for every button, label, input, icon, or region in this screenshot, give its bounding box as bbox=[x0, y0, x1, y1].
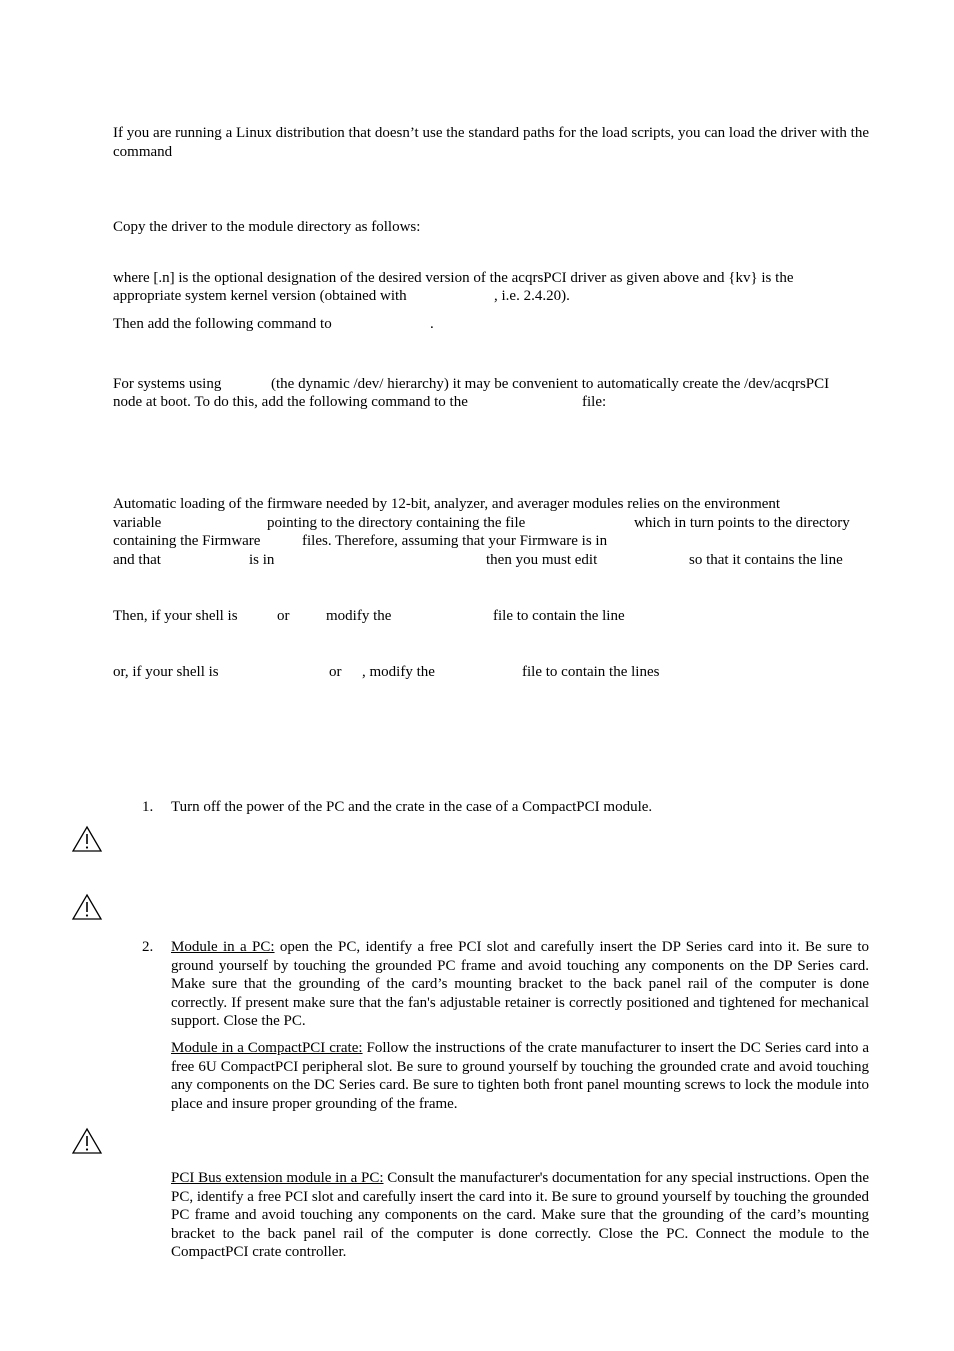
step-2b-heading: Module in a CompactPCI crate: bbox=[171, 1040, 363, 1056]
step-2-module-in-pc bbox=[171, 938, 869, 1031]
paragraph-copy-driver: Copy the driver to the module directory as follows: bbox=[113, 219, 421, 235]
paragraph-shell2-c: , modify the bbox=[362, 664, 435, 680]
paragraph-version-line2b: , i.e. 2.4.20). bbox=[494, 288, 570, 304]
paragraph-devfs-d: file: bbox=[582, 394, 607, 410]
paragraph-shell-c: modify the bbox=[326, 608, 392, 624]
paragraph-devfs-c: node at boot. To do this, add the following command to the bbox=[113, 394, 468, 410]
step-2c-heading: PCI Bus extension module in a PC: bbox=[171, 1170, 384, 1186]
paragraph-add-command: Then add the following command to bbox=[113, 316, 332, 332]
paragraph-firmware-b3: which in turn points to the directory bbox=[634, 515, 850, 531]
paragraph-version-line2a: appropriate system kernel version (obtained with bbox=[113, 288, 407, 304]
step-2-text: open the PC, identify a free PCI slot and carefully insert the DP Series card into it. Be sure to ground yourself by touching the grounded PC frame and avoid touching any components on the DP Series card. Make sure that the grounding of the card’s mounting bracket to the back panel rail of the computer is done correctly. If present make sure that the fan's adjustable retainer is correctly positioned and tightened for mechanical support. Close the PC. bbox=[171, 939, 869, 1029]
paragraph-devfs-a: For systems using bbox=[113, 376, 222, 392]
step-2c-text: Consult the manufacturer's documentation for any special instructions. Open the PC, identify a free PCI slot and carefully insert the card into it. Be sure to ground yourself by touching the grounded PC frame and avoid touching any components on the card. Make sure that the grounding of the card’s mounting bracket to the back panel rail of the computer is done correctly. Close the PC. Connect the module to the CompactPCI crate controller. bbox=[171, 1170, 870, 1260]
step-2-heading: Module in a PC: bbox=[171, 939, 275, 955]
paragraph-firmware-d3: then you must edit bbox=[486, 552, 598, 568]
paragraph-add-command-end: . bbox=[430, 316, 434, 332]
warning-icon bbox=[71, 893, 103, 921]
step-2-module-in-crate bbox=[171, 1039, 869, 1113]
paragraph-firmware-d1: and that bbox=[113, 552, 161, 568]
paragraph-load-driver: If you are running a Linux distribution that doesn’t use the standard paths for the load scripts, you can load the driver with the command bbox=[113, 125, 869, 160]
paragraph-firmware-c2: files. Therefore, assuming that your Firmware is in bbox=[302, 533, 608, 549]
paragraph-firmware-d2: is in bbox=[249, 552, 275, 568]
paragraph-version-line1: where [.n] is the optional designation of the desired version of the acqrsPCI driver as given above and {kv} is the bbox=[113, 270, 794, 286]
step-2-number: 2. bbox=[142, 939, 154, 955]
paragraph-firmware-b2: pointing to the directory containing the file bbox=[267, 515, 526, 531]
paragraph-firmware-d4: so that it contains the line bbox=[689, 552, 843, 568]
paragraph-shell-b: or bbox=[277, 608, 290, 624]
paragraph-shell2-a: or, if your shell is bbox=[113, 664, 219, 680]
step-2b-text: Follow the instructions of the crate manufacturer to insert the DC Series card into a free 6U CompactPCI peripheral slot. Be sure to ground yourself by touching the grounded crate and avoid touching any components on the DC Series card. Be sure to tighten both front panel mounting screws to lock the module into place and insure proper grounding of the frame. bbox=[171, 1040, 869, 1112]
step-1-number: 1. bbox=[142, 799, 154, 815]
warning-icon bbox=[71, 1127, 103, 1155]
paragraph-firmware-c1: containing the Firmware bbox=[113, 533, 261, 549]
paragraph-firmware-b1: variable bbox=[113, 515, 162, 531]
paragraph-firmware-line1: Automatic loading of the firmware needed by 12-bit, analyzer, and averager modules relies on the environment bbox=[113, 496, 781, 512]
step-2-pci-extension bbox=[171, 1169, 869, 1262]
paragraph-shell-d: file to contain the line bbox=[493, 608, 625, 624]
step-1-text: Turn off the power of the PC and the crate in the case of a CompactPCI module. bbox=[171, 799, 653, 815]
paragraph-shell2-b: or bbox=[329, 664, 342, 680]
warning-icon bbox=[71, 825, 103, 853]
paragraph-shell-a: Then, if your shell is bbox=[113, 608, 238, 624]
paragraph-shell2-d: file to contain the lines bbox=[522, 664, 660, 680]
paragraph-devfs-b: (the dynamic /dev/ hierarchy) it may be convenient to automatically create the /dev/acqrsPCI bbox=[271, 376, 830, 392]
